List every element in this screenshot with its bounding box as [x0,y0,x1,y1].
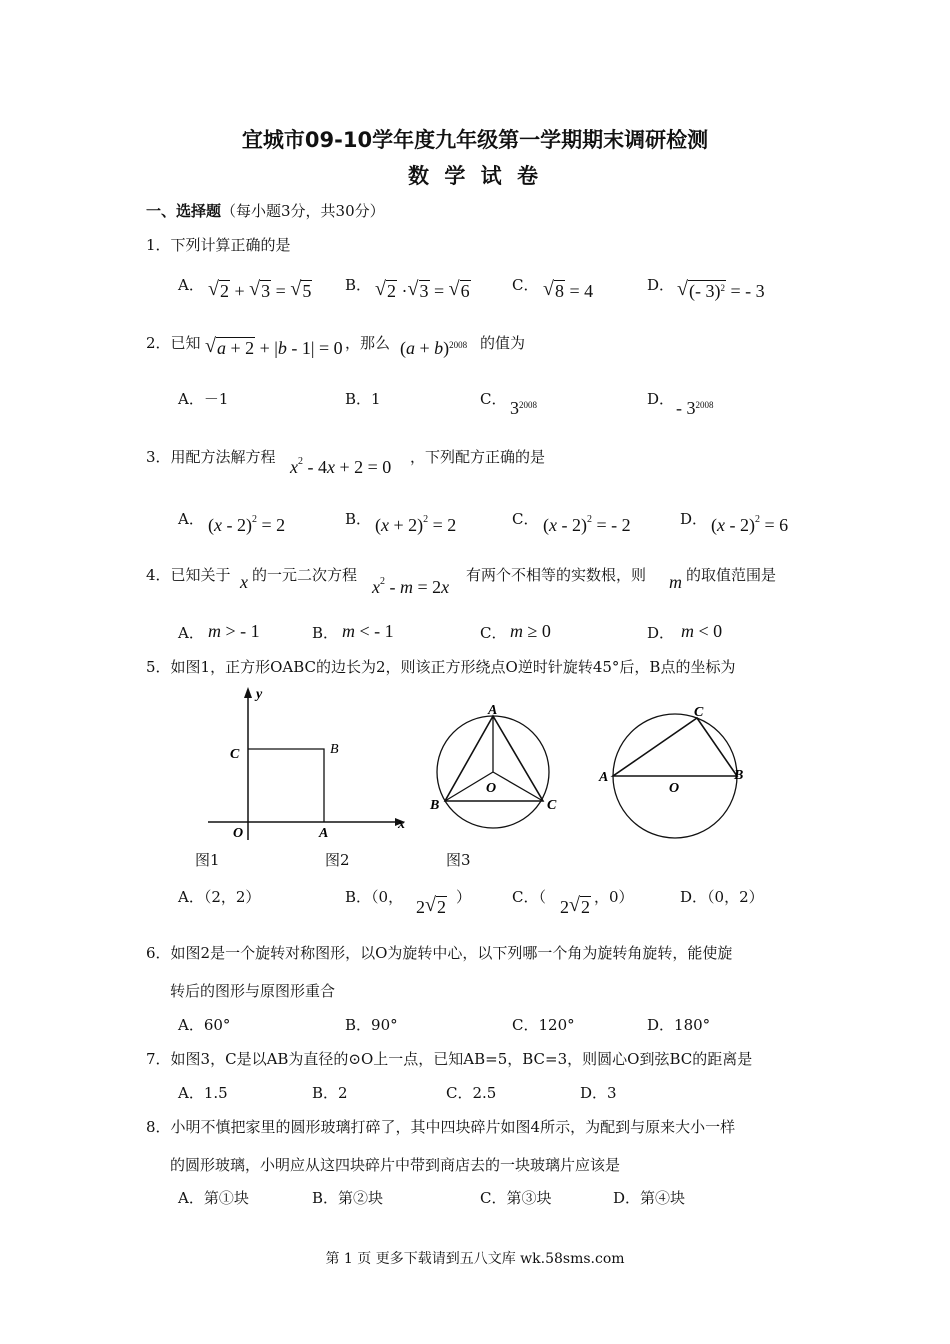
q7-option-d: D．3 [580,1084,617,1102]
label-b: B [734,768,744,783]
q5-option-c-math: 2√ 2 [560,897,591,918]
q3-option-a: A． [178,510,204,528]
q2-text-post: 的值为 [480,334,526,352]
q4-option-c: C． [480,624,507,642]
label-x: x [398,817,405,832]
q2-option-c: C． [480,390,507,408]
q4-option-d: D． [647,624,675,642]
label-a: A [599,770,609,785]
q8-option-a: A．第①块 [178,1189,249,1207]
question-6: 6．如图2是一个旋转对称图形，以O为旋转中心，以下列哪一个角为旋转角旋转，能使旋 [146,944,733,962]
question-1: 1．下列计算正确的是 [146,236,291,254]
q3-option-b: B． [345,510,372,528]
q4-option-b-math: m < - 1 [342,621,394,641]
q1-option-b: B． [345,276,372,294]
question-8: 8．小明不慎把家里的圆形玻璃打碎了，其中四块碎片如图4所示，为配到与原来大小一样 [146,1118,736,1136]
q1-option-c-math: √ 8 = 4 [543,281,593,302]
question-3: 3．用配方法解方程 [146,448,276,466]
q3-option-d-math: (x - 2)$^2$ = 6 [711,514,789,535]
q3-option-c-math: (x - 2)$^2$ = - 2 [543,514,631,535]
label-o: O [669,781,680,796]
label-b: B [330,742,339,757]
q4-option-d-math: m < 0 [681,621,723,641]
q8-option-b: B．第②块 [312,1189,384,1207]
question-4: 4．已知关于 [146,566,231,584]
label-a: A [488,703,498,718]
q5-option-d: D．（0，2） [680,888,764,906]
label-c: C [694,705,704,720]
q2-option-d: D． [647,390,675,408]
q1-option-c: C． [512,276,539,294]
label-c: C [547,798,557,813]
section-heading: 一、选择题（每小题3分，共30分） [146,202,385,220]
question-6-line2: 转后的图形与原图形重合 [170,982,336,1000]
figure-1-caption: 图1 [195,851,220,869]
q2-condition-math: √ a + 2 + |b - 1| = 0 [205,338,343,359]
q6-option-b: B．90° [345,1016,398,1034]
q5-option-c-end: ，0） [594,888,634,906]
q2-option-d-math: - $3^{2008}$ [676,398,714,418]
q4-option-c-math: m ≥ 0 [510,621,551,641]
label-a: A [319,826,329,841]
q3-equation-math: $x^2 - 4x + 2 = 0$ [290,456,392,477]
question-5: 5．如图1，正方形OABC的边长为2，则该正方形绕点O逆时针旋转45°后，B点的坐标为 [146,658,736,676]
q5-option-c: C．（ [512,888,546,906]
page-title: 宜城市09-10学年度九年级第一学期期末调研检测 [241,128,709,152]
segment-oc [493,772,543,801]
q7-option-a: A．1.5 [178,1084,228,1102]
q4-text-post: 的取值范围是 [686,566,777,584]
q3-option-b-math: $(x + 2)^2 = 2$ [375,514,457,535]
question-2: 2．已知 [146,334,201,352]
label-c: C [230,747,240,762]
q1-option-d: D． [647,276,675,294]
q6-option-c: C．120° [512,1016,575,1034]
q6-option-a: A．60° [178,1016,231,1034]
page-subtitle: 数 学 试 卷 [408,164,542,188]
q5-option-b-math: 2√ 2 [416,897,447,918]
y-axis-arrow [244,687,252,698]
q7-option-b: B．2 [312,1084,348,1102]
q4-option-a: A． [178,624,204,642]
q5-option-b: B．（0， [345,888,404,906]
q2-option-a: A．－1 [178,390,229,408]
figure-1-square [200,682,415,842]
q4-var-x: x [240,572,248,592]
q3-option-c: C． [512,510,539,528]
q7-option-c: C．2.5 [446,1084,497,1102]
label-o: O [486,781,497,796]
q3-option-a-math: (x - 2)$^2$ = 2 [208,514,286,535]
triangle-abc [613,718,737,776]
label-y: y [256,687,263,702]
q2-option-c-math: $3^{2008}$ [510,398,537,418]
q3-option-d: D． [680,510,708,528]
q2-text-mid: ，那么 [345,334,391,352]
q4-option-b: B． [312,624,339,642]
figure-3-circle-diameter [595,700,755,840]
q6-option-d: D．180° [647,1016,711,1034]
q4-option-a-math: m > - 1 [208,621,260,641]
q3-text-post: ，下列配方正确的是 [410,448,546,466]
label-o: O [233,826,244,841]
figure-2-caption: 图2 [325,851,350,869]
figure-3-caption: 图3 [446,851,471,869]
q5-option-b-end: ） [456,888,472,906]
q1-option-a-math: √ 2 + √ 3 = √ 5 [208,281,312,302]
q2-expression-math: $(a + b)^{2008}$ [400,338,468,358]
q8-option-c: C．第③块 [480,1189,552,1207]
question-7: 7．如图3，C是以AB为直径的⊙O上一点，已知AB=5，BC=3，则圆心O到弦BC的距离是 [146,1050,753,1068]
q1-option-d-math: √ (- 3)$^2$ = - 3 [677,281,765,302]
q1-option-a: A． [178,276,204,294]
q4-var-m: m [669,572,682,592]
q1-option-b-math: √ 2 ·√ 3 = √ 6 [375,281,471,302]
square-edges [248,749,324,822]
q5-option-a: A．（2，2） [178,888,261,906]
q2-option-b: B．1 [345,390,381,408]
q4-text-mid2: 有两个不相等的实数根，则 [466,566,647,584]
label-b: B [430,798,440,813]
q8-option-d: D．第④块 [613,1189,686,1207]
q4-equation-math: $x^2 - m = 2x$ [372,576,450,597]
page-footer: 第 1 页 更多下载请到五八文库 wk.58sms.com [325,1251,625,1267]
figure-2-circle-triangle [425,700,570,830]
q4-text-mid: 的一元二次方程 [252,566,358,584]
question-8-line2: 的圆形玻璃，小明应从这四块碎片中带到商店去的一块玻璃片应该是 [170,1156,621,1174]
